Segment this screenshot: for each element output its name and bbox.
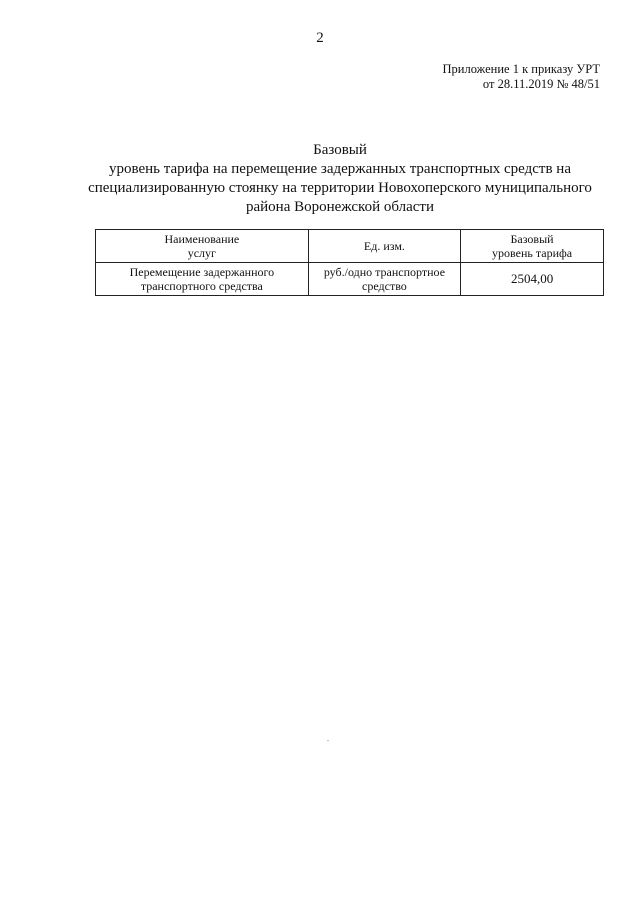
header-service-name [96, 230, 309, 263]
scan-speck [327, 740, 329, 741]
appendix-line-2: от 28.11.2019 № 48/51 [482, 77, 600, 91]
cell-service-name-line-2: транспортного средства [140, 279, 263, 293]
header-unit [308, 230, 460, 263]
cell-service-name [96, 263, 309, 296]
header-tariff-level [461, 230, 604, 263]
cell-tariff-level: 2504,00 [461, 263, 604, 296]
appendix-reference [443, 62, 601, 92]
document-title [60, 141, 620, 217]
tariff-table [95, 229, 604, 296]
header-service-name-line-2: услуг [187, 246, 216, 260]
cell-unit-line-2: средство [362, 279, 407, 293]
page-number: 2 [316, 30, 324, 46]
header-unit-line-1: Ед. изм. [363, 239, 405, 253]
title-line-3: специализированную стоянку на территории Новохоперского муниципального [88, 180, 592, 196]
table-header-row [96, 230, 604, 263]
table-row [96, 263, 604, 296]
header-tariff-level-line-2: уровень тарифа [492, 246, 573, 260]
title-line-2: уровень тарифа на перемещение задержанных транспортных средств на [109, 161, 571, 177]
cell-service-name-line-1: Перемещение задержанного [129, 265, 275, 279]
title-line-1: Базовый [313, 142, 367, 158]
title-line-4: района Воронежской области [245, 199, 434, 215]
header-tariff-level-line-1: Базовый [510, 232, 554, 246]
cell-unit [308, 263, 460, 296]
appendix-line-1: Приложение 1 к приказу УРТ [442, 62, 600, 76]
cell-unit-line-1: руб./одно транспортное [323, 265, 446, 279]
header-service-name-line-1: Наименование [164, 232, 240, 246]
